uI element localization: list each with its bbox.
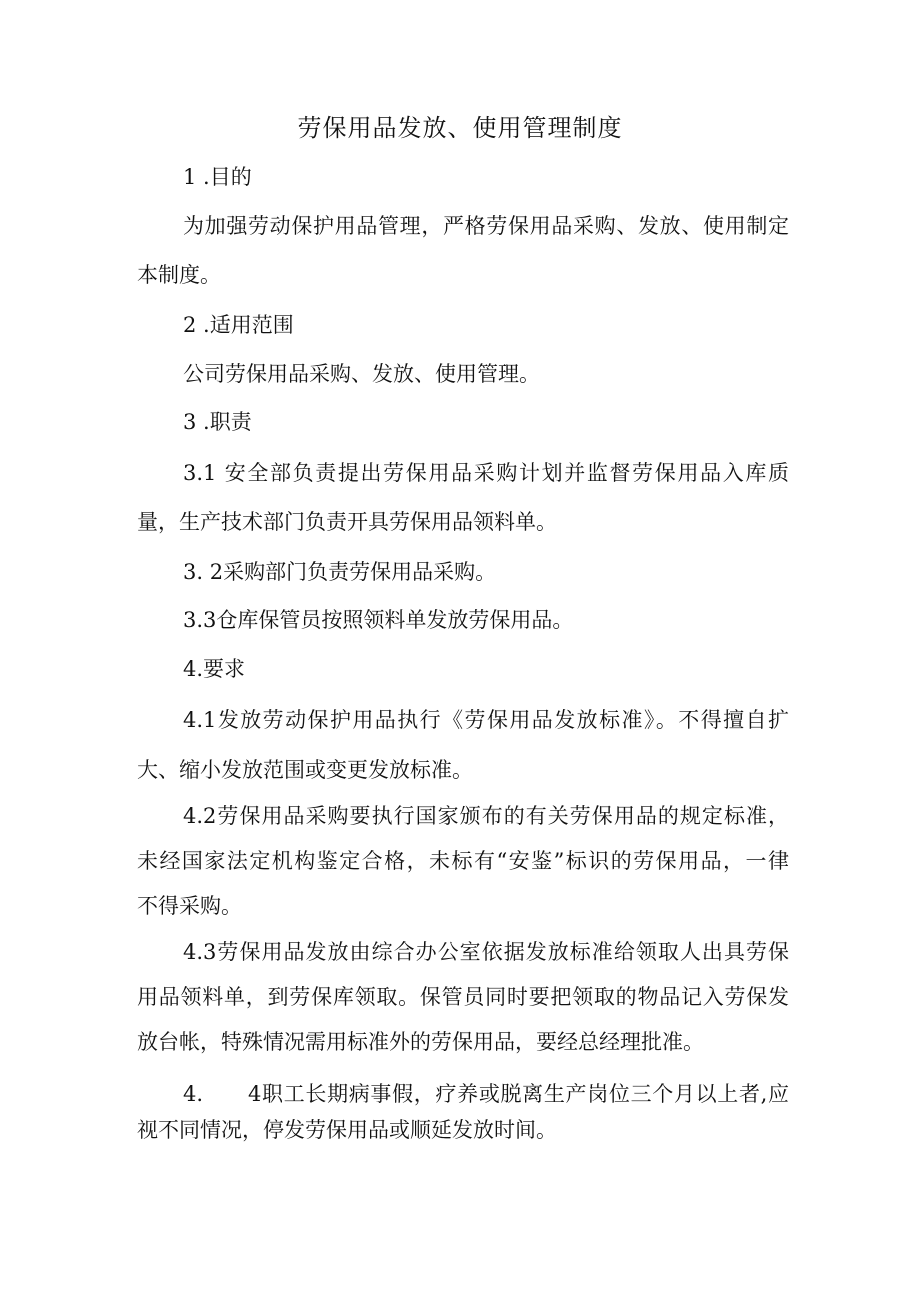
section-2-heading: 2 .适用范围 [183, 313, 294, 337]
section-4-3-line-2: 用品领料单，到劳保库领取。保管员同时要把领取的物品记入劳保发 [137, 985, 789, 1009]
section-2-paragraph: 公司劳保用品采购、发放、使用管理。 [183, 362, 540, 386]
section-4-1-line-1: 4.1发放劳动保护用品执行《劳保用品发放标准》。不得擅自扩 [183, 708, 789, 732]
section-4-2-line-1: 4.2劳保用品采购要执行国家颁布的有关劳保用品的规定标准， [183, 804, 789, 828]
section-4-4-line-2: 视不同情况，停发劳保用品或顺延发放时间。 [137, 1118, 557, 1142]
document-title: 劳保用品发放、使用管理制度 [297, 114, 623, 142]
section-4-4-number: 4. [183, 1082, 204, 1106]
section-4-4-line-1: 4职工长期病事假，疗养或脱离生产岗位三个月以上者,应 [248, 1082, 789, 1106]
section-4-heading: 4.要求 [183, 657, 246, 681]
section-1-paragraph-line-1: 为加强劳动保护用品管理，严格劳保用品采购、发放、使用制定 [183, 214, 789, 238]
section-3-heading: 3 .职责 [183, 410, 252, 434]
section-4-3-line-3: 放台帐，特殊情况需用标准外的劳保用品，要经总经理批准。 [137, 1030, 704, 1054]
section-3-1-line-1: 3.1 安全部负责提出劳保用品采购计划并监督劳保用品入库质 [183, 461, 789, 485]
section-1-paragraph-line-2: 本制度。 [137, 263, 221, 287]
section-3-1-line-2: 量，生产技术部门负责开具劳保用品领料单。 [137, 510, 557, 534]
section-4-1-line-2: 大、缩小发放范围或变更发放标准。 [137, 758, 473, 782]
section-3-2: 3. 2采购部门负责劳保用品采购。 [183, 560, 497, 584]
section-3-3: 3.3仓库保管员按照领料单发放劳保用品。 [183, 608, 574, 632]
section-4-3-line-1: 4.3劳保用品发放由综合办公室依据发放标准给领取人出具劳保 [183, 940, 789, 964]
section-4-2-line-2: 未经国家法定机构鉴定合格，未标有“安鉴”标识的劳保用品，一律 [137, 849, 789, 873]
section-1-heading: 1 .目的 [183, 165, 252, 189]
section-4-2-line-3: 不得采购。 [137, 894, 242, 918]
